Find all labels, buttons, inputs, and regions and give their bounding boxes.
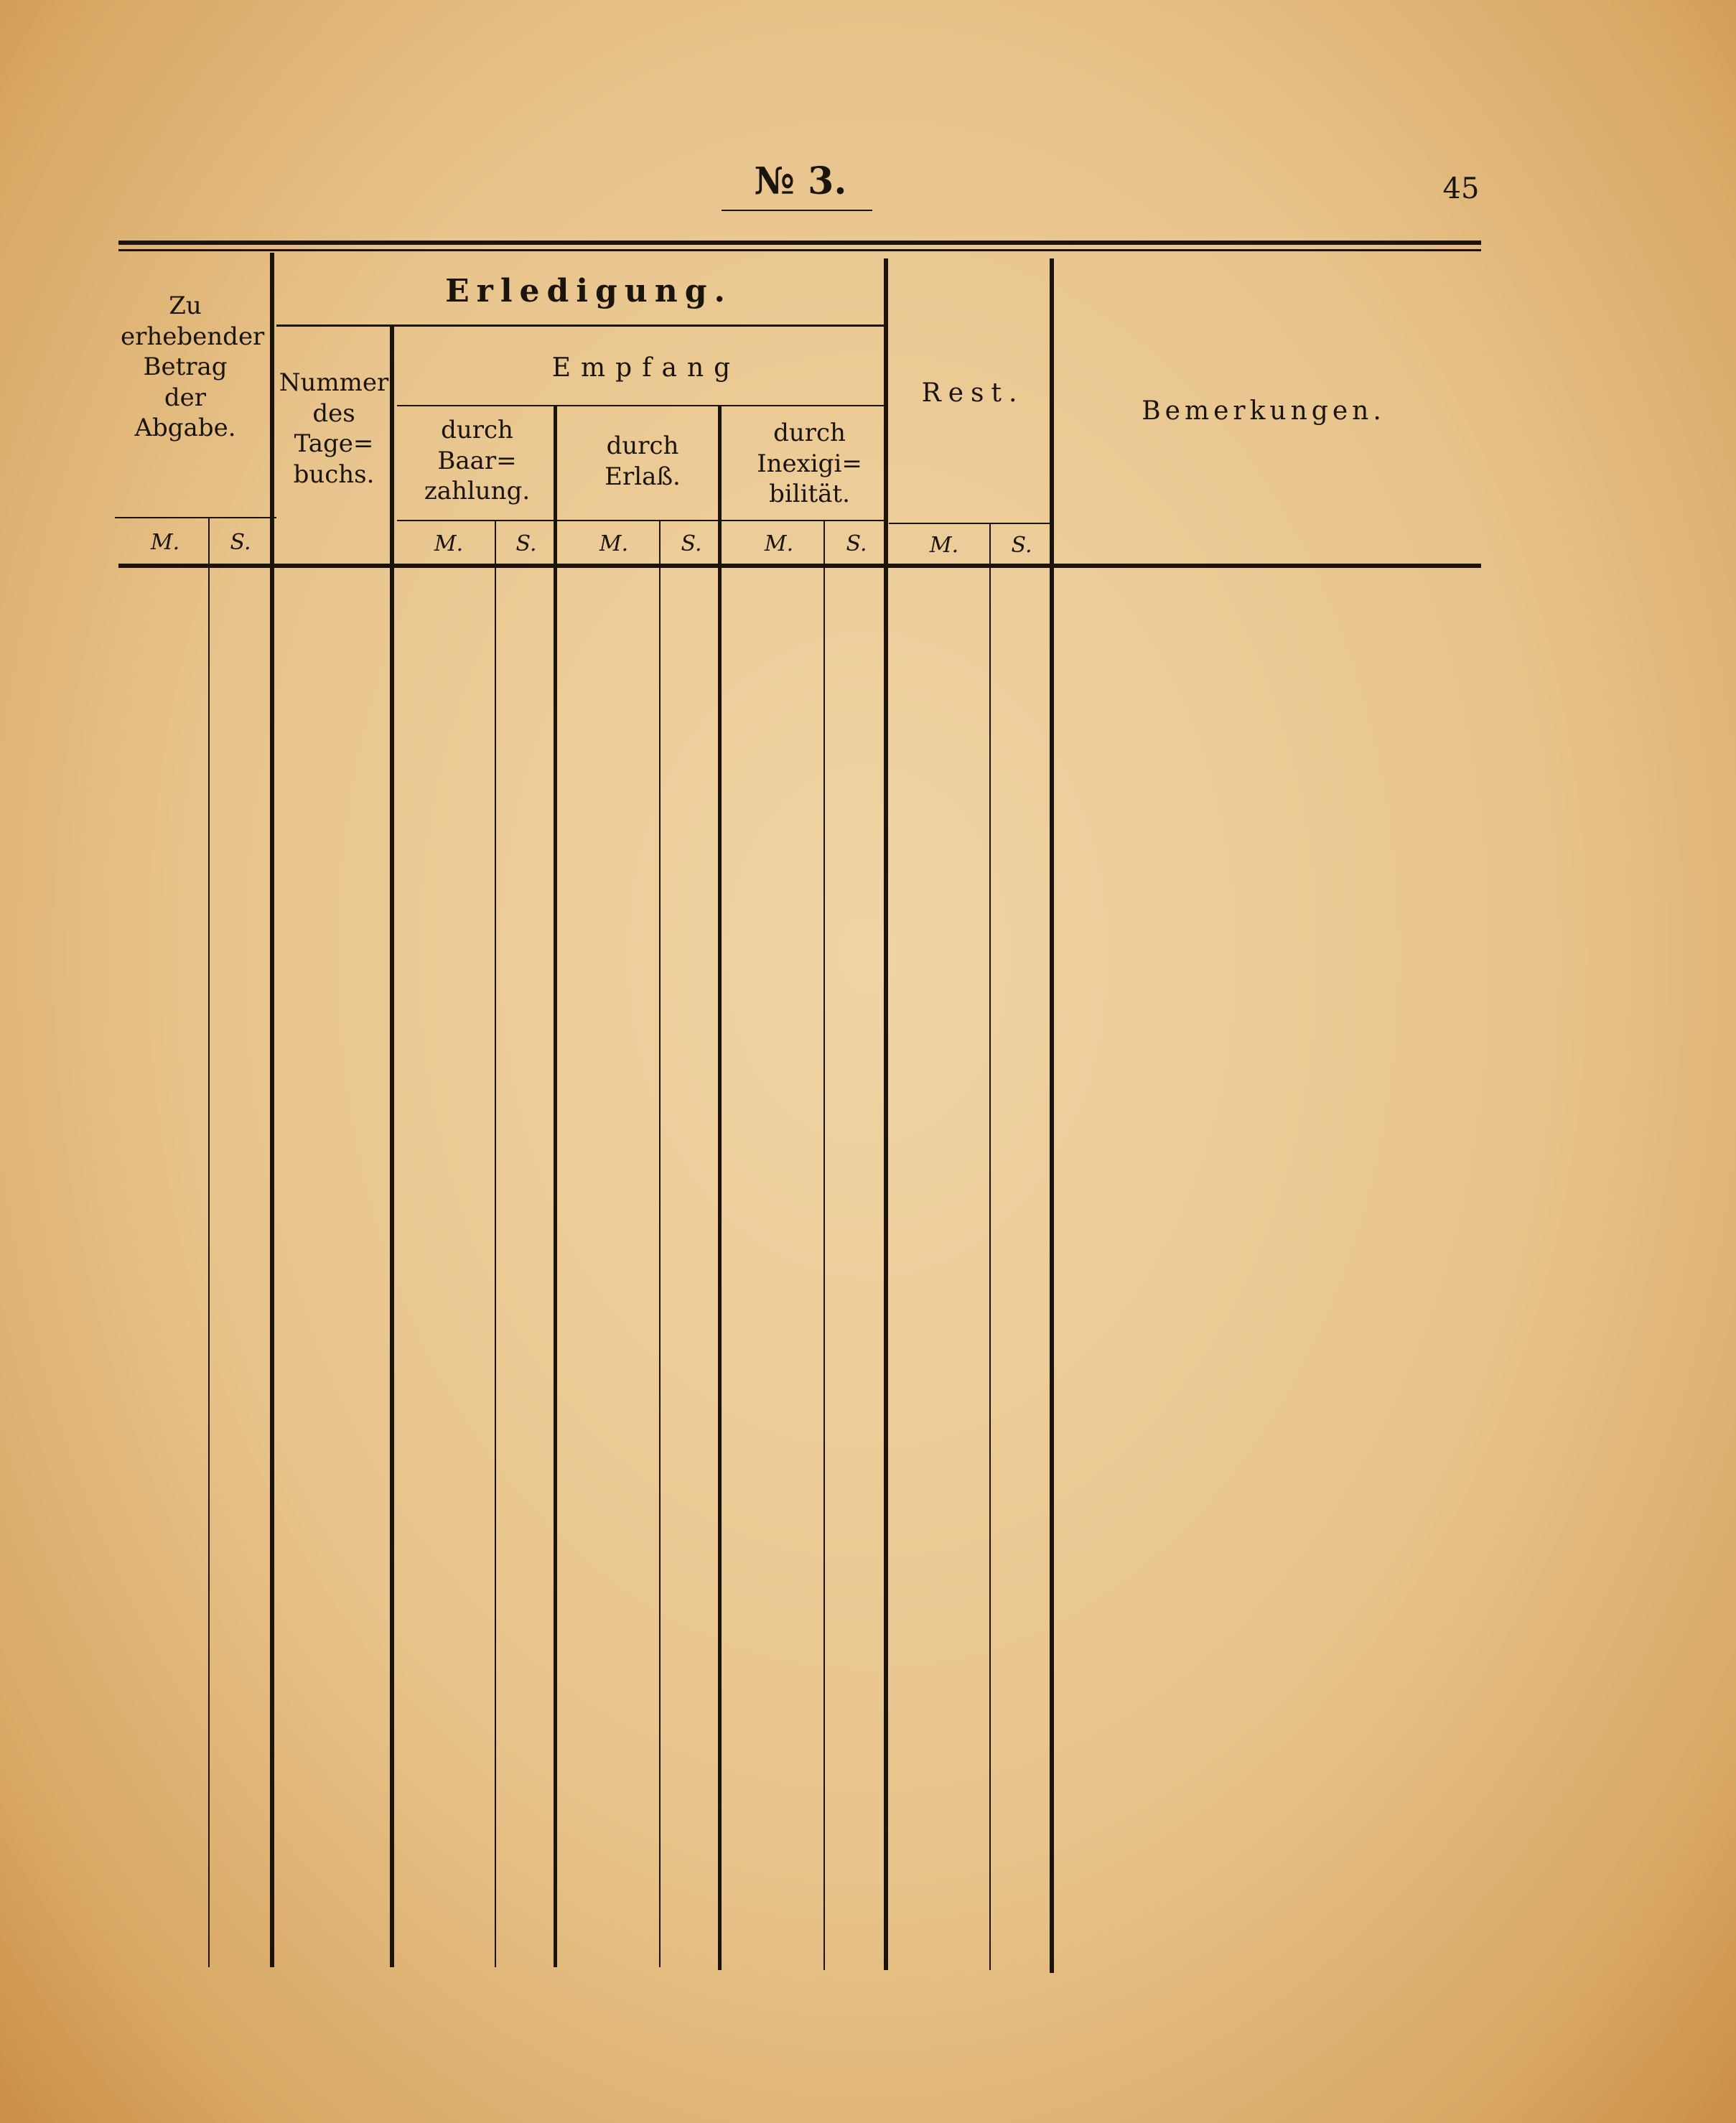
header-bemerkungen: Bemerkungen.	[1142, 396, 1386, 426]
vline-inexig-end	[884, 258, 888, 1970]
unit-rest-pfennig: S.	[1011, 533, 1032, 558]
unit-erlass-pfennig: S.	[681, 531, 702, 556]
erledigung-rule	[276, 325, 887, 327]
vline-erlass-end	[718, 406, 722, 1970]
vline-rest-split	[989, 524, 991, 1970]
page-heading: № 3.	[754, 159, 847, 203]
vline-baar-split	[495, 521, 496, 1967]
vline-betrag-split	[208, 518, 210, 1967]
header-empfang: Empfang	[551, 353, 741, 383]
unit-row-rule-rest	[889, 523, 1053, 524]
unit-baar-pfennig: S.	[515, 531, 537, 556]
vline-baar-end	[554, 406, 557, 1967]
unit-inexig-pfennig: S.	[846, 531, 867, 556]
vline-nummer-end	[390, 327, 394, 1967]
unit-rest-mark: M.	[929, 533, 959, 558]
unit-betrag-pfennig: S.	[230, 530, 251, 555]
vline-rest-end	[1050, 258, 1054, 1973]
header-inexig: durch Inexigi= bilität.	[757, 419, 862, 508]
unit-baar-mark: M.	[434, 531, 464, 556]
header-baar: durch Baar= zahlung.	[424, 416, 531, 505]
header-rest: Rest.	[921, 378, 1025, 408]
unit-inexig-mark: M.	[764, 531, 794, 556]
header-erledigung-text: Erledigung.	[445, 273, 732, 309]
unit-erlass-mark: M.	[599, 531, 629, 556]
header-nummer: Nummer des Tage= buchs.	[279, 368, 389, 489]
empfang-rule	[397, 405, 887, 406]
top-rule-thin	[118, 249, 1481, 251]
unit-row-rule-empfang	[397, 520, 887, 521]
unit-betrag-mark: M.	[150, 530, 180, 555]
page-number: 45	[1442, 172, 1480, 205]
header-erlass: durch Erlaß.	[605, 431, 681, 491]
header-bottom-rule	[118, 564, 1481, 568]
vline-inexig-split	[823, 521, 825, 1970]
vline-betrag-end	[270, 253, 274, 1967]
vline-erlass-split	[659, 521, 661, 1967]
top-rule-thick	[118, 241, 1481, 245]
heading-underline	[722, 210, 872, 211]
unit-row-rule	[115, 517, 276, 518]
header-betrag: Zu erhebender Betrag der Abgabe.	[121, 291, 265, 442]
